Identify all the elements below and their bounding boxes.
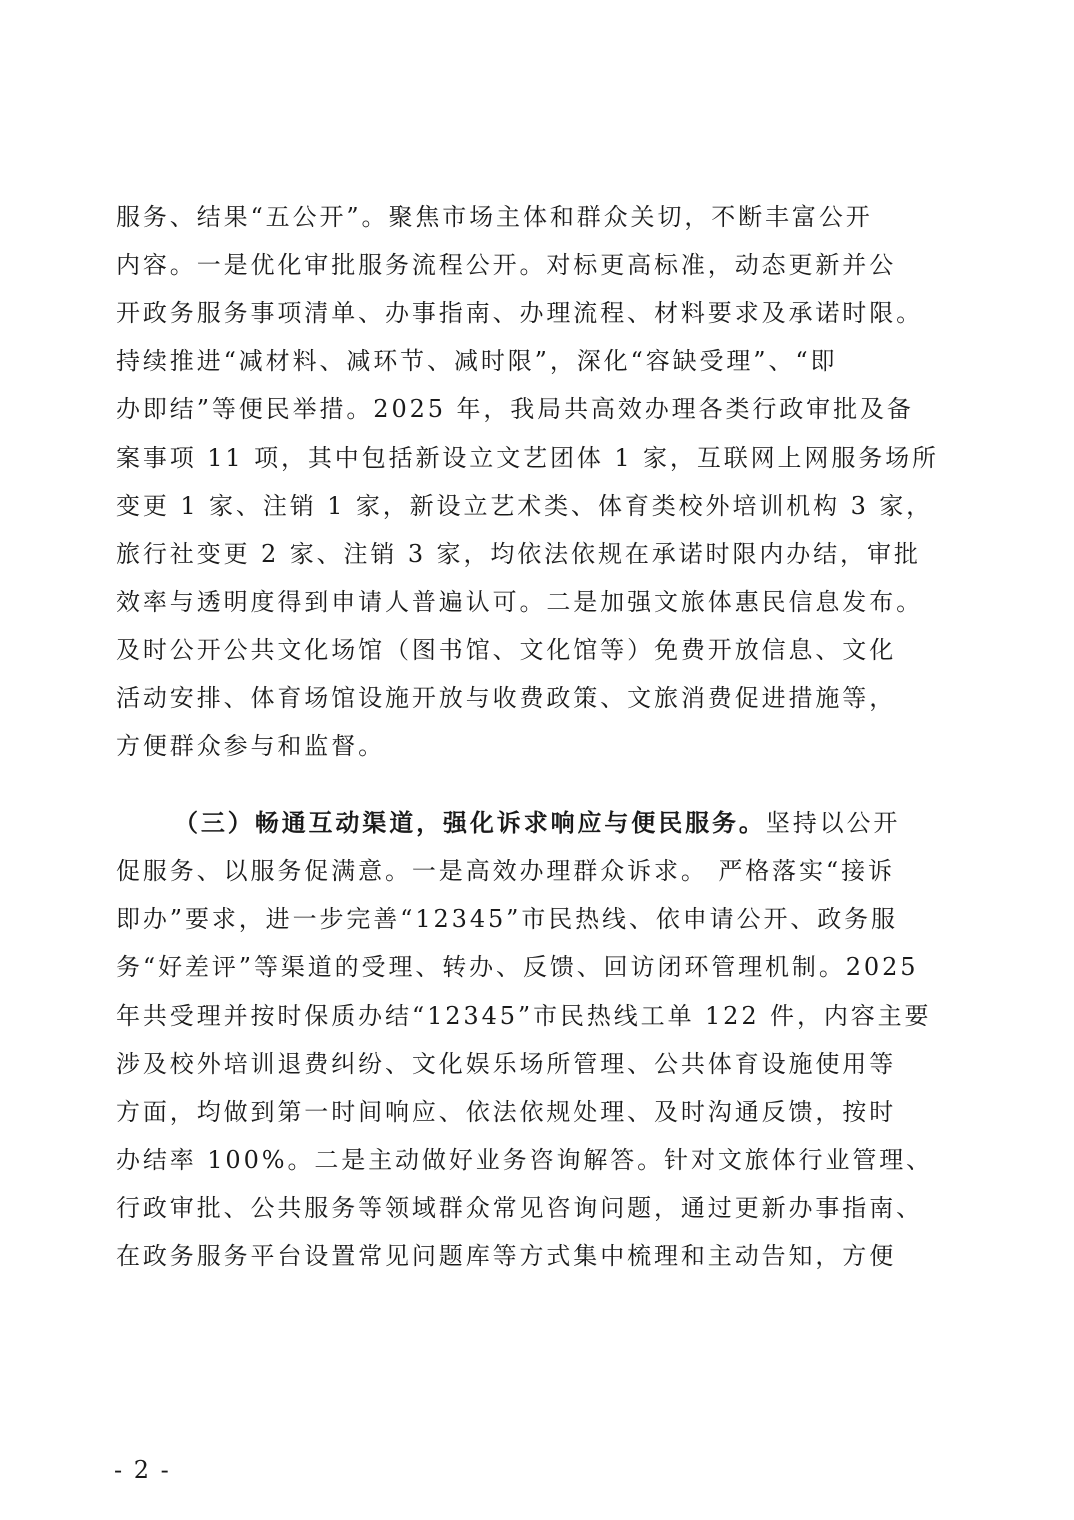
paragraph-line: 年共受理并按时保质办结“12345”市民热线工单 122 件，内容主要 [116,1002,932,1030]
paragraph-line: 开政务服务事项清单、办事指南、办理流程、材料要求及承诺时限。 [116,299,923,327]
paragraph-line: 方面，均做到第一时间响应、依法依规处理、及时沟通反馈，按时 [116,1098,897,1126]
paragraph-line: 办结率 100%。二是主动做好业务咨询解答。针对文旅体行业管理、 [116,1146,934,1174]
paragraph-line: 及时公开公共文化场馆（图书馆、文化馆等）免费开放信息、文化 [116,636,897,664]
paragraph-line: 变更 1 家、注销 1 家，新设立艺术类、体育类校外培训机构 3 家， [116,492,934,520]
paragraph-line: 效率与透明度得到申请人普遍认可。二是加强文旅体惠民信息发布。 [116,588,923,616]
paragraph-line: 涉及校外培训退费纠纷、文化娱乐场所管理、公共体育设施使用等 [116,1050,897,1078]
section-3-first-line [116,803,966,843]
paragraph-line: 内容。一是优化审批服务流程公开。对标更高标准，动态更新并公 [116,251,897,279]
paragraph-line: 服务、结果“五公开”。聚焦市场主体和群众关切，不断丰富公开 [116,203,873,231]
section-3-first-line-text: 坚持以公开 [765,809,901,837]
paragraph-line: 务“好差评”等渠道的受理、转办、反馈、回访闭环管理机制。2025 [116,953,919,981]
paragraph-line: 行政审批、公共服务等领域群众常见咨询问题，通过更新办事指南、 [116,1194,923,1222]
paragraph-line: 持续推进“减材料、减环节、减时限”，深化“容缺受理”、“即 [116,347,838,375]
paragraph-line: 办即结”等便民举措。2025 年，我局共高效办理各类行政审批及备 [116,395,914,423]
paragraph-line: 活动安排、体育场馆设施开放与收费政策、文旅消费促进措施等， [116,684,897,712]
paragraph-line: 旅行社变更 2 家、注销 3 家，均依法依规在承诺时限内办结，审批 [116,540,921,568]
section-3-heading: （三）畅通互动渠道，强化诉求响应与便民服务。 [174,808,766,837]
paragraph-line: 方便群众参与和监督。 [116,732,385,760]
paragraph-line: 促服务、以服务促满意。一是高效办理群众诉求。 严格落实“接诉 [116,857,895,885]
paragraph-line: 即办”要求，进一步完善“12345”市民热线、依申请公开、政务服 [116,905,898,933]
paragraph-line: 在政务服务平台设置常见问题库等方式集中梳理和主动告知，方便 [116,1242,897,1270]
paragraph-line: 案事项 11 项，其中包括新设立文艺团体 1 家，互联网上网服务场所 [116,444,939,472]
page-number: - 2 - [114,1456,171,1484]
